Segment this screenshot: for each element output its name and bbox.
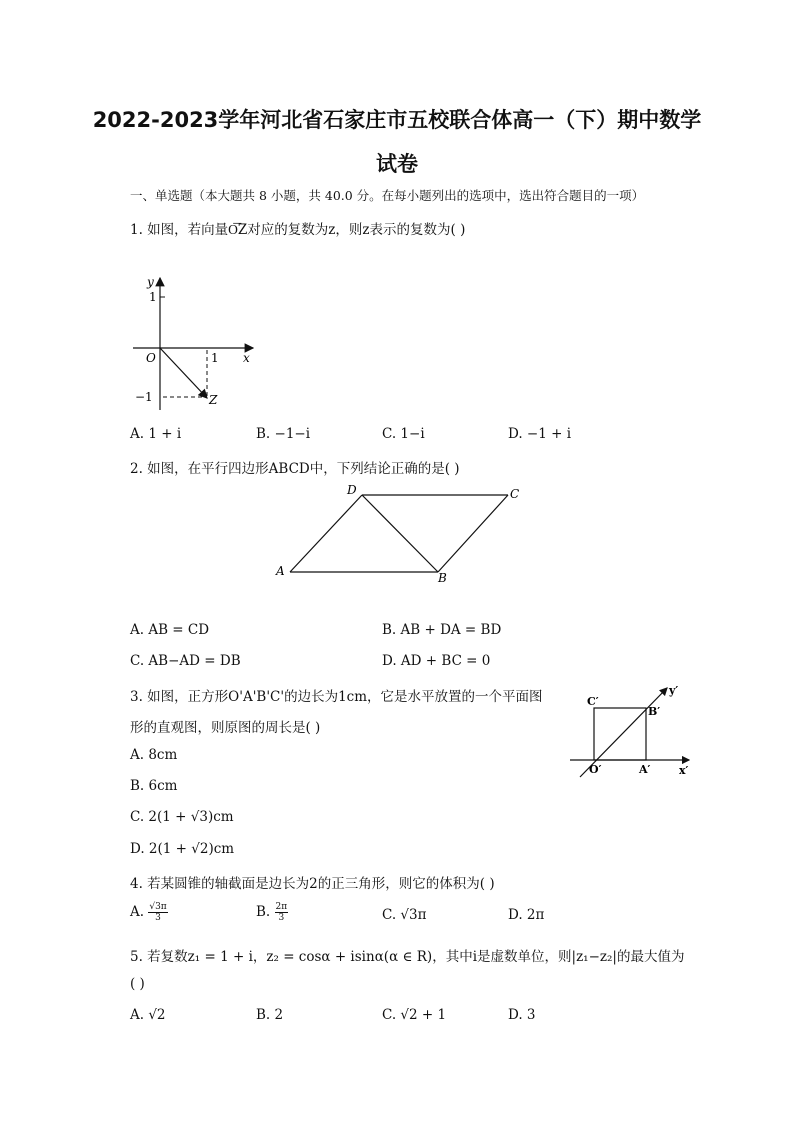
q1-label-tick-y1: 1 xyxy=(149,290,157,304)
q3-option-c[interactable]: C. 2(1 + √3)cm xyxy=(130,809,234,825)
q1-label-y: y xyxy=(147,275,154,289)
q4-option-a[interactable] xyxy=(130,902,168,923)
page-title xyxy=(60,98,734,186)
q5-option-d[interactable]: D. 3 xyxy=(508,1007,536,1023)
q4-option-b-numerator: 2π xyxy=(275,902,288,912)
q1-option-b[interactable]: B. −1−i xyxy=(256,426,311,442)
q5-option-c[interactable]: C. √2 + 1 xyxy=(382,1007,447,1023)
section-heading: 一、单选题（本大题共 8 小题，共 40.0 分。在每小题列出的选项中，选出符合题目的一项） xyxy=(130,188,645,203)
q2-side-ad xyxy=(290,495,362,572)
q4-option-a-letter: A. xyxy=(130,904,145,920)
q1-option-c[interactable]: C. 1−i xyxy=(382,426,425,442)
q1-label-neg1: −1 xyxy=(135,390,153,404)
q4-option-c[interactable]: C. √3π xyxy=(382,907,427,923)
q3-option-a[interactable]: A. 8cm xyxy=(130,747,178,763)
q4-option-b-denominator: 3 xyxy=(278,913,285,923)
q2-label-c: C xyxy=(510,487,520,501)
q5-option-a[interactable]: A. √2 xyxy=(130,1007,166,1023)
q2-label-a: A xyxy=(276,564,285,578)
q1-label-z: Z xyxy=(209,393,218,407)
q3-label-y: y′ xyxy=(669,684,679,697)
q2-stem: 2. 如图，在平行四边形ABCD中，下列结论正确的是( ) xyxy=(130,461,460,477)
q3-label-c: C′ xyxy=(587,695,599,708)
q2-label-b: B xyxy=(438,571,447,585)
q1-label-origin: O xyxy=(146,351,156,365)
q5-stem-line1: 5. 若复数z₁ = 1 + i，z₂ = cosα + isinα(α ∈ R)，其中i是虚数单位，则|z₁−z₂|的最大值为 xyxy=(130,949,685,965)
q2-option-a[interactable]: A. AB = CD xyxy=(130,622,210,638)
q1-option-a[interactable]: A. 1 + i xyxy=(130,426,182,442)
q2-label-d: D xyxy=(347,483,357,497)
q3-stem-line2: 形的直观图，则原图的周长是( ) xyxy=(130,720,321,736)
q3-option-d[interactable]: D. 2(1 + √2)cm xyxy=(130,841,235,857)
q1-figure xyxy=(125,270,265,415)
q3-label-b: B′ xyxy=(648,705,661,718)
q4-option-a-denominator: 3 xyxy=(155,913,161,923)
q2-figure xyxy=(270,480,530,585)
title-line-1: 2022-2023学年河北省石家庄市五校联合体高一（下）期中数学 xyxy=(92,108,702,132)
q1-option-d[interactable]: D. −1 + i xyxy=(508,426,572,442)
q3-label-a: A′ xyxy=(639,763,651,776)
q5-stem-line2: ( ) xyxy=(130,976,145,992)
q2-diagonal-db xyxy=(362,495,438,572)
q4-option-b-letter: B. xyxy=(256,904,271,920)
title-line-2: 试卷 xyxy=(376,152,418,176)
q4-option-b[interactable] xyxy=(256,902,288,923)
q3-option-b[interactable]: B. 6cm xyxy=(130,778,178,794)
q3-figure xyxy=(565,680,695,780)
q5-option-b[interactable]: B. 2 xyxy=(256,1007,284,1023)
q4-option-a-numerator: √3π xyxy=(149,902,167,912)
q1-vector-oz xyxy=(160,348,207,398)
q3-label-x: x′ xyxy=(679,764,689,777)
q4-stem: 4. 若某圆锥的轴截面是边长为2的正三角形，则它的体积为( ) xyxy=(130,876,495,892)
q2-option-d[interactable]: D. AD + BC = 0 xyxy=(382,653,491,669)
q3-square xyxy=(594,708,646,760)
q1-stem: 1. 如图，若向量O͞Z对应的复数为z，则z表示的复数为( ) xyxy=(130,222,466,238)
q3-label-o: O′ xyxy=(589,763,602,776)
q2-side-bc xyxy=(438,495,508,572)
q1-label-x: x xyxy=(243,351,250,365)
q3-stem-line1: 3. 如图，正方形O'A'B'C'的边长为1cm，它是水平放置的一个平面图 xyxy=(130,689,543,705)
q4-option-d[interactable]: D. 2π xyxy=(508,907,545,923)
q2-option-c[interactable]: C. AB−AD = DB xyxy=(130,653,241,669)
q1-label-tick-x1: 1 xyxy=(211,351,219,365)
q4-option-b-fraction xyxy=(275,902,289,923)
q2-option-b[interactable]: B. AB + DA = BD xyxy=(382,622,502,638)
q4-option-a-fraction xyxy=(148,902,167,923)
